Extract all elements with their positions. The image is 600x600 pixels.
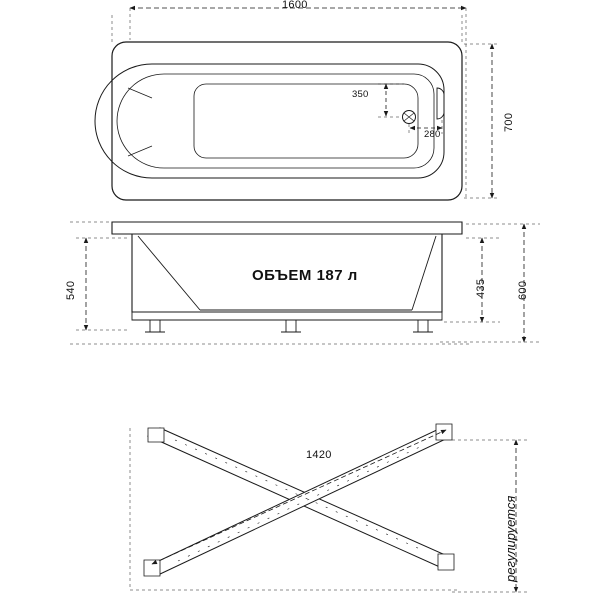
ext-line-435 xyxy=(444,238,500,322)
label-height-435: 435 xyxy=(475,278,487,298)
label-depth: 700 xyxy=(503,112,515,132)
label-drain-offset-horizontal: 280 xyxy=(424,129,441,140)
label-volume: ОБЪЕМ 187 л xyxy=(252,267,358,284)
ext-line-top-width-2 xyxy=(112,12,462,42)
ext-line-depth xyxy=(464,44,500,198)
ext-line-540 xyxy=(76,238,130,330)
tub-outer-outline xyxy=(112,42,462,200)
label-drain-offset-vertical: 350 xyxy=(352,89,369,100)
label-frame-diagonal: 1420 xyxy=(306,449,332,461)
frame-cap-tr xyxy=(436,424,452,440)
ext-line-adjustable xyxy=(452,440,530,592)
tub-legs xyxy=(145,320,433,332)
tub-base-bar xyxy=(132,312,442,320)
frame-cap-tl xyxy=(148,428,164,442)
tub-rim-slab xyxy=(112,222,462,234)
top-view xyxy=(95,8,500,200)
frame-cap-bl xyxy=(144,560,160,576)
label-height-540: 540 xyxy=(65,280,77,300)
label-top-width: 1600 xyxy=(282,0,308,11)
label-height-600: 600 xyxy=(517,280,529,300)
frame-cap-br xyxy=(438,554,454,570)
label-adjustable: регулируется xyxy=(503,495,518,582)
